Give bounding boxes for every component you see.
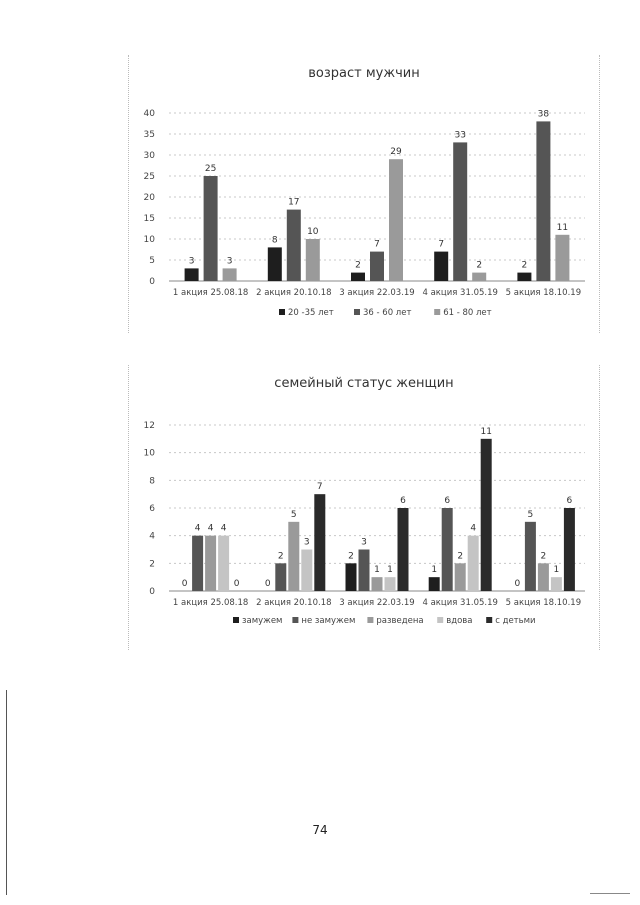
x-tick-label: 3 акция 22.03.19 <box>339 288 415 298</box>
data-label: 3 <box>303 537 310 548</box>
bar <box>536 121 550 281</box>
bar <box>434 252 448 281</box>
y-tick-label: 10 <box>143 448 155 459</box>
data-label: 1 <box>431 565 438 576</box>
bar <box>372 577 383 591</box>
bar <box>455 563 466 591</box>
data-label: 2 <box>476 260 483 271</box>
legend-swatch <box>354 309 360 315</box>
data-label: 0 <box>514 579 521 589</box>
bar <box>223 268 237 281</box>
y-tick-label: 10 <box>143 235 155 245</box>
bar <box>525 522 536 591</box>
legend-label: не замужем <box>301 616 356 626</box>
bar <box>564 508 575 591</box>
data-label: 0 <box>181 579 188 589</box>
bar <box>314 494 325 591</box>
chart-legend <box>233 616 536 626</box>
x-tick-label: 4 акция 31.05.19 <box>422 288 498 298</box>
legend-swatch <box>233 617 239 623</box>
data-label: 2 <box>457 551 464 562</box>
x-tick-label: 1 акция 25.08.18 <box>172 598 249 608</box>
legend-swatch <box>292 617 298 623</box>
y-tick-label: 6 <box>149 504 155 514</box>
data-label: 5 <box>527 509 534 520</box>
y-tick-label: 30 <box>143 151 155 161</box>
bar <box>306 239 320 281</box>
bar <box>301 550 312 592</box>
bar <box>204 176 218 281</box>
data-label: 6 <box>400 496 406 506</box>
bar <box>468 536 479 591</box>
legend-label: 61 - 80 лет <box>443 308 492 318</box>
legend-label: 20 -35 лет <box>288 308 334 318</box>
y-tick-label: 2 <box>149 559 155 570</box>
y-tick-label: 15 <box>143 214 155 224</box>
legend-label: 36 - 60 лет <box>363 308 412 318</box>
data-label: 4 <box>220 523 227 534</box>
y-tick-label: 40 <box>143 109 155 119</box>
bar <box>555 235 569 281</box>
bar <box>192 536 203 591</box>
chart-female-family-status <box>128 365 600 650</box>
bar <box>205 536 216 591</box>
data-label: 4 <box>194 523 201 534</box>
data-label: 7 <box>374 239 380 250</box>
y-tick-label: 12 <box>143 421 155 431</box>
chart-legend <box>279 308 492 318</box>
data-label: 10 <box>307 227 319 237</box>
data-label: 7 <box>316 482 323 493</box>
data-label: 2 <box>348 551 354 562</box>
legend-label: разведена <box>376 616 424 626</box>
chart-title: возраст мужчин <box>308 66 420 81</box>
y-tick-label: 25 <box>143 172 155 182</box>
bar <box>370 252 384 281</box>
bar <box>218 536 229 591</box>
scan-artifact-line <box>6 690 7 895</box>
y-tick-label: 0 <box>149 587 155 597</box>
bar <box>442 508 453 591</box>
chart-male-age-svg <box>129 55 599 333</box>
data-label: 2 <box>540 551 547 562</box>
data-label: 2 <box>521 260 528 271</box>
data-label: 7 <box>438 239 445 250</box>
chart-title: семейный статус женщин <box>274 376 454 391</box>
legend-label: вдова <box>446 616 473 626</box>
bar <box>538 563 549 591</box>
data-label: 6 <box>444 496 451 506</box>
data-label: 3 <box>188 256 195 267</box>
data-label: 2 <box>277 551 284 562</box>
y-tick-label: 8 <box>149 476 155 487</box>
x-tick-label: 1 акция 25.08.18 <box>172 288 249 298</box>
data-label: 4 <box>207 523 214 534</box>
data-label: 38 <box>537 109 550 120</box>
data-label: 6 <box>566 496 573 506</box>
x-tick-label: 2 акция 20.10.18 <box>256 288 332 298</box>
chart-male-age <box>128 55 600 333</box>
y-tick-label: 4 <box>149 531 155 542</box>
data-label: 11 <box>556 222 569 233</box>
bar <box>551 577 562 591</box>
legend-label: с детьми <box>495 616 536 626</box>
bar <box>453 142 467 281</box>
data-label: 1 <box>553 565 560 576</box>
bar <box>429 577 440 591</box>
data-label: 2 <box>355 260 361 271</box>
bar <box>275 563 286 591</box>
y-tick-label: 20 <box>143 193 155 203</box>
legend-swatch <box>434 309 440 315</box>
data-label: 33 <box>454 130 466 141</box>
x-tick-label: 5 акция 18.10.19 <box>505 288 582 298</box>
data-label: 29 <box>390 147 402 158</box>
legend-label: замужем <box>242 616 283 626</box>
bar <box>385 577 396 591</box>
x-tick-label: 5 акция 18.10.19 <box>505 598 582 608</box>
bar <box>268 247 282 281</box>
legend-swatch <box>437 617 443 623</box>
bar <box>351 273 365 281</box>
data-label: 25 <box>204 164 217 174</box>
bar <box>287 210 301 281</box>
x-tick-label: 2 акция 20.10.18 <box>256 598 332 608</box>
chart-female-family-status-svg <box>129 365 599 650</box>
data-label: 0 <box>264 579 271 589</box>
bar <box>359 550 370 592</box>
bar <box>481 439 492 591</box>
y-tick-label: 35 <box>143 130 155 140</box>
bar <box>472 273 486 281</box>
legend-swatch <box>367 617 373 623</box>
bar <box>346 563 357 591</box>
y-tick-label: 0 <box>149 277 155 287</box>
data-label: 17 <box>288 197 300 208</box>
x-tick-label: 4 акция 31.05.19 <box>422 598 498 608</box>
data-label: 11 <box>480 426 492 437</box>
data-label: 4 <box>470 523 477 534</box>
x-tick-label: 3 акция 22.03.19 <box>339 598 415 608</box>
data-label: 1 <box>387 565 393 576</box>
data-label: 1 <box>374 565 380 576</box>
bar <box>288 522 299 591</box>
data-label: 8 <box>271 235 278 246</box>
page-number: 74 <box>312 823 328 837</box>
y-tick-label: 5 <box>149 256 155 266</box>
data-label: 5 <box>290 509 297 520</box>
data-label: 3 <box>361 537 367 548</box>
bar <box>389 159 403 281</box>
legend-swatch <box>279 309 285 315</box>
data-label: 0 <box>233 579 240 589</box>
bar <box>398 508 409 591</box>
bar <box>517 273 531 281</box>
data-label: 3 <box>226 256 233 267</box>
legend-swatch <box>486 617 492 623</box>
bar <box>185 268 199 281</box>
scan-artifact-line <box>590 893 630 894</box>
